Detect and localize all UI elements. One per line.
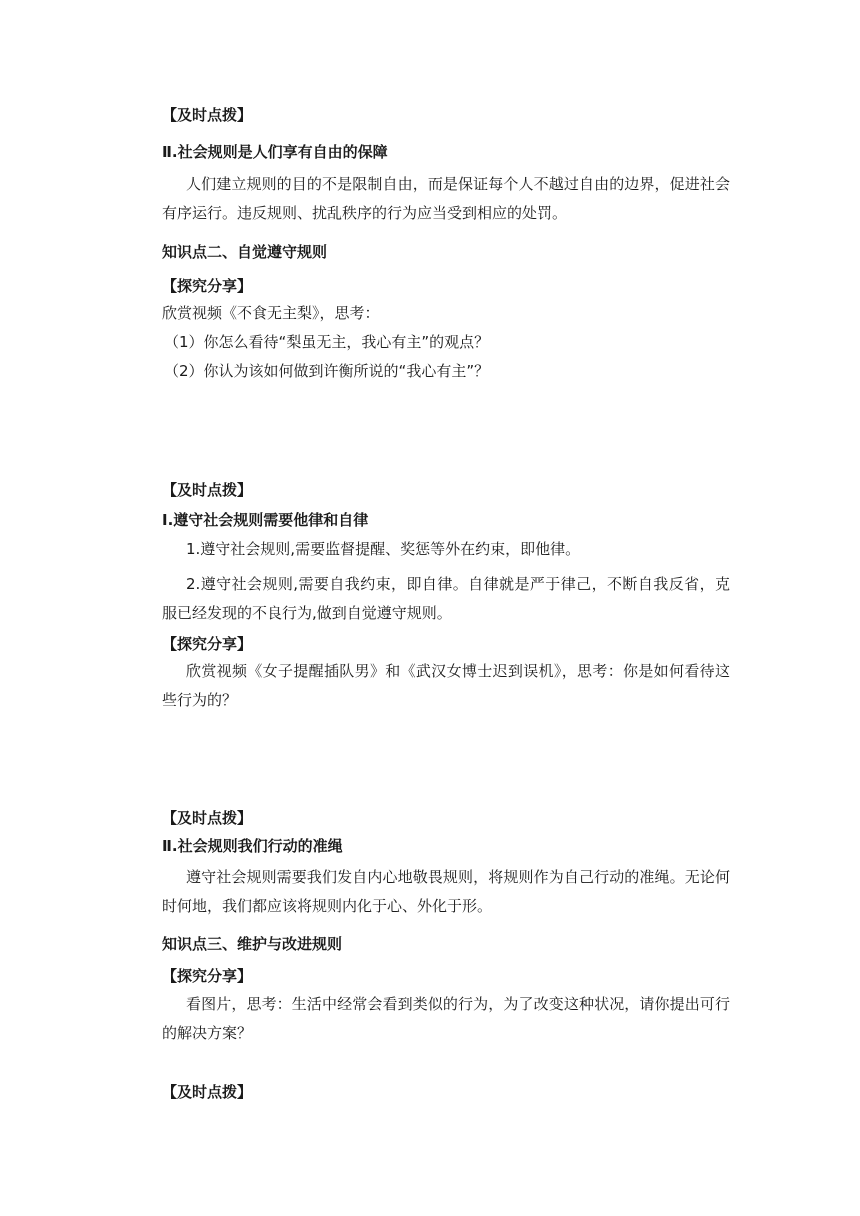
explore-title: 【探究分享】	[162, 635, 253, 653]
knowledge-point-title: 知识点二、自觉遵守规则	[162, 243, 328, 261]
explore-title: 【探究分享】	[162, 967, 253, 985]
explore-title: 【探究分享】	[162, 277, 253, 295]
paragraph: 人们建立规则的目的不是限制自由，而是保证每个人不越过自由的边界，促进社会有序运行。违反规则、扰乱秩序的行为应当受到相应的处罚。	[162, 175, 730, 222]
question-2: （2）你认为该如何做到许衡所说的“我心有主”？	[164, 362, 490, 380]
paragraph: 看图片，思考：生活中经常会看到类似的行为，为了改变这种状况，请你提出可行的解决方案？	[162, 995, 730, 1042]
tip-title: 【及时点拨】	[162, 809, 253, 827]
question-1: （1）你怎么看待“梨虽无主，我心有主”的观点？	[164, 333, 490, 351]
paragraph: 2.遵守社会规则,需要自我约束，即自律。自律就是严于律己，不断自我反省，克服已经发现的不良行为,做到自觉遵守规则。	[162, 575, 730, 622]
section-heading: Ⅰ.遵守社会规则需要他律和自律	[162, 511, 369, 529]
tip-title: 【及时点拨】	[162, 106, 253, 124]
paragraph: 遵守社会规则需要我们发自内心地敬畏规则，将规则作为自己行动的准绳。无论何时何地，我们都应该将规则内化于心、外化于形。	[162, 868, 730, 915]
section-heading: Ⅱ.社会规则是人们享有自由的保障	[162, 143, 388, 161]
knowledge-point-title: 知识点三、维护与改进规则	[162, 935, 343, 953]
explore-intro: 欣赏视频《不食无主梨》，思考：	[162, 304, 380, 322]
paragraph: 1.遵守社会规则,需要监督提醒、奖惩等外在约束，即他律。	[186, 540, 581, 558]
tip-title: 【及时点拨】	[162, 481, 253, 499]
tip-title: 【及时点拨】	[162, 1083, 253, 1101]
paragraph: 欣赏视频《女子提醒插队男》和《武汉女博士迟到误机》，思考：你是如何看待这些行为的？	[162, 662, 730, 709]
section-heading: Ⅱ.社会规则我们行动的准绳	[162, 837, 343, 855]
